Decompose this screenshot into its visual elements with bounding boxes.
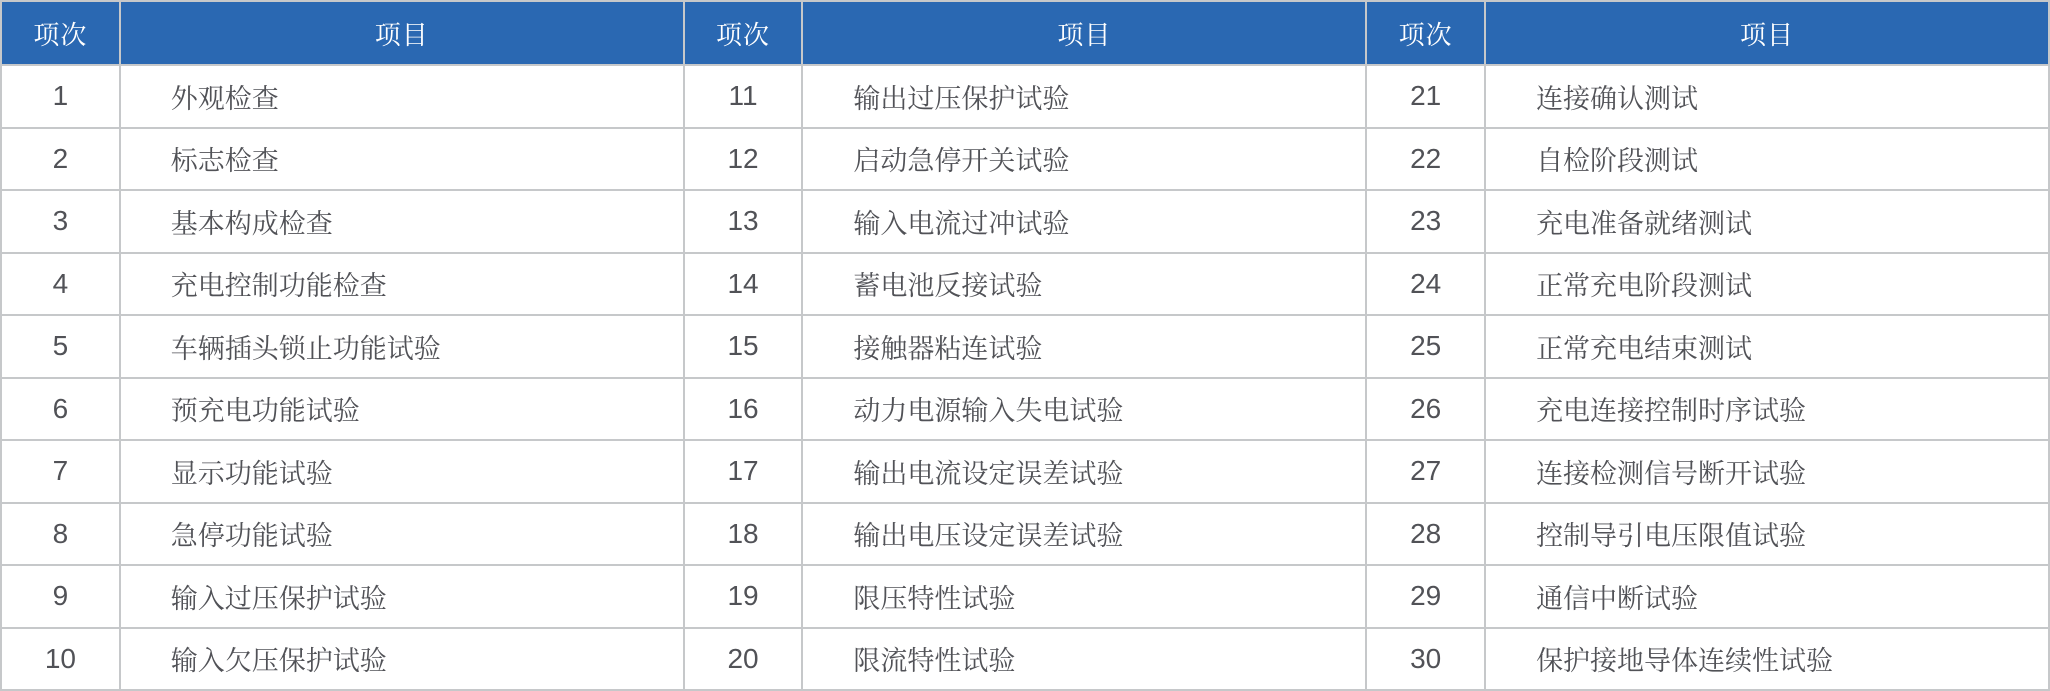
table-row xyxy=(1,128,2049,191)
item-number-cell: 18 xyxy=(684,503,803,566)
item-number-cell: 10 xyxy=(1,628,120,691)
item-number-cell: 19 xyxy=(684,565,803,628)
item-number-cell: 3 xyxy=(1,190,120,253)
item-name-cell: 输出电流设定误差试验 xyxy=(802,440,1366,503)
column-header-item: 项目 xyxy=(120,1,684,65)
item-name-cell: 连接检测信号断开试验 xyxy=(1485,440,2049,503)
table-body xyxy=(1,65,2049,690)
item-number-cell: 5 xyxy=(1,315,120,378)
item-name-cell: 充电控制功能检查 xyxy=(120,253,684,316)
table-row xyxy=(1,628,2049,691)
item-number-cell: 26 xyxy=(1366,378,1485,441)
item-name-cell: 保护接地导体连续性试验 xyxy=(1485,628,2049,691)
item-name-cell: 限流特性试验 xyxy=(802,628,1366,691)
column-header-item: 项目 xyxy=(802,1,1366,65)
item-number-cell: 17 xyxy=(684,440,803,503)
item-name-cell: 输入过压保护试验 xyxy=(120,565,684,628)
table-row xyxy=(1,503,2049,566)
table-header xyxy=(1,1,2049,65)
header-row xyxy=(1,1,2049,65)
item-name-cell: 输出电压设定误差试验 xyxy=(802,503,1366,566)
item-number-cell: 2 xyxy=(1,128,120,191)
item-name-cell: 连接确认测试 xyxy=(1485,65,2049,128)
item-number-cell: 24 xyxy=(1366,253,1485,316)
item-number-cell: 14 xyxy=(684,253,803,316)
table-row xyxy=(1,378,2049,441)
item-number-cell: 22 xyxy=(1366,128,1485,191)
table-row xyxy=(1,565,2049,628)
item-name-cell: 标志检查 xyxy=(120,128,684,191)
item-number-cell: 21 xyxy=(1366,65,1485,128)
item-name-cell: 限压特性试验 xyxy=(802,565,1366,628)
item-number-cell: 15 xyxy=(684,315,803,378)
item-name-cell: 充电连接控制时序试验 xyxy=(1485,378,2049,441)
item-name-cell: 显示功能试验 xyxy=(120,440,684,503)
item-number-cell: 13 xyxy=(684,190,803,253)
item-number-cell: 28 xyxy=(1366,503,1485,566)
item-number-cell: 16 xyxy=(684,378,803,441)
item-name-cell: 控制导引电压限值试验 xyxy=(1485,503,2049,566)
item-name-cell: 外观检查 xyxy=(120,65,684,128)
table-row xyxy=(1,253,2049,316)
item-number-cell: 20 xyxy=(684,628,803,691)
column-header-index: 项次 xyxy=(1366,1,1485,65)
item-number-cell: 1 xyxy=(1,65,120,128)
item-number-cell: 4 xyxy=(1,253,120,316)
item-name-cell: 动力电源输入失电试验 xyxy=(802,378,1366,441)
item-name-cell: 预充电功能试验 xyxy=(120,378,684,441)
item-name-cell: 自检阶段测试 xyxy=(1485,128,2049,191)
item-name-cell: 接触器粘连试验 xyxy=(802,315,1366,378)
item-name-cell: 急停功能试验 xyxy=(120,503,684,566)
item-name-cell: 输出过压保护试验 xyxy=(802,65,1366,128)
item-name-cell: 正常充电阶段测试 xyxy=(1485,253,2049,316)
item-name-cell: 基本构成检查 xyxy=(120,190,684,253)
item-number-cell: 25 xyxy=(1366,315,1485,378)
item-number-cell: 30 xyxy=(1366,628,1485,691)
item-number-cell: 6 xyxy=(1,378,120,441)
item-name-cell: 通信中断试验 xyxy=(1485,565,2049,628)
table-row xyxy=(1,315,2049,378)
item-number-cell: 12 xyxy=(684,128,803,191)
item-name-cell: 输入电流过冲试验 xyxy=(802,190,1366,253)
column-header-item: 项目 xyxy=(1485,1,2049,65)
item-name-cell: 蓄电池反接试验 xyxy=(802,253,1366,316)
item-name-cell: 充电准备就绪测试 xyxy=(1485,190,2049,253)
item-name-cell: 车辆插头锁止功能试验 xyxy=(120,315,684,378)
table-row xyxy=(1,65,2049,128)
item-name-cell: 启动急停开关试验 xyxy=(802,128,1366,191)
item-number-cell: 27 xyxy=(1366,440,1485,503)
item-number-cell: 29 xyxy=(1366,565,1485,628)
item-number-cell: 7 xyxy=(1,440,120,503)
item-number-cell: 11 xyxy=(684,65,803,128)
table-row xyxy=(1,440,2049,503)
table-row xyxy=(1,190,2049,253)
item-name-cell: 正常充电结束测试 xyxy=(1485,315,2049,378)
item-name-cell: 输入欠压保护试验 xyxy=(120,628,684,691)
column-header-index: 项次 xyxy=(1,1,120,65)
column-header-index: 项次 xyxy=(684,1,803,65)
item-number-cell: 23 xyxy=(1366,190,1485,253)
item-number-cell: 8 xyxy=(1,503,120,566)
item-number-cell: 9 xyxy=(1,565,120,628)
